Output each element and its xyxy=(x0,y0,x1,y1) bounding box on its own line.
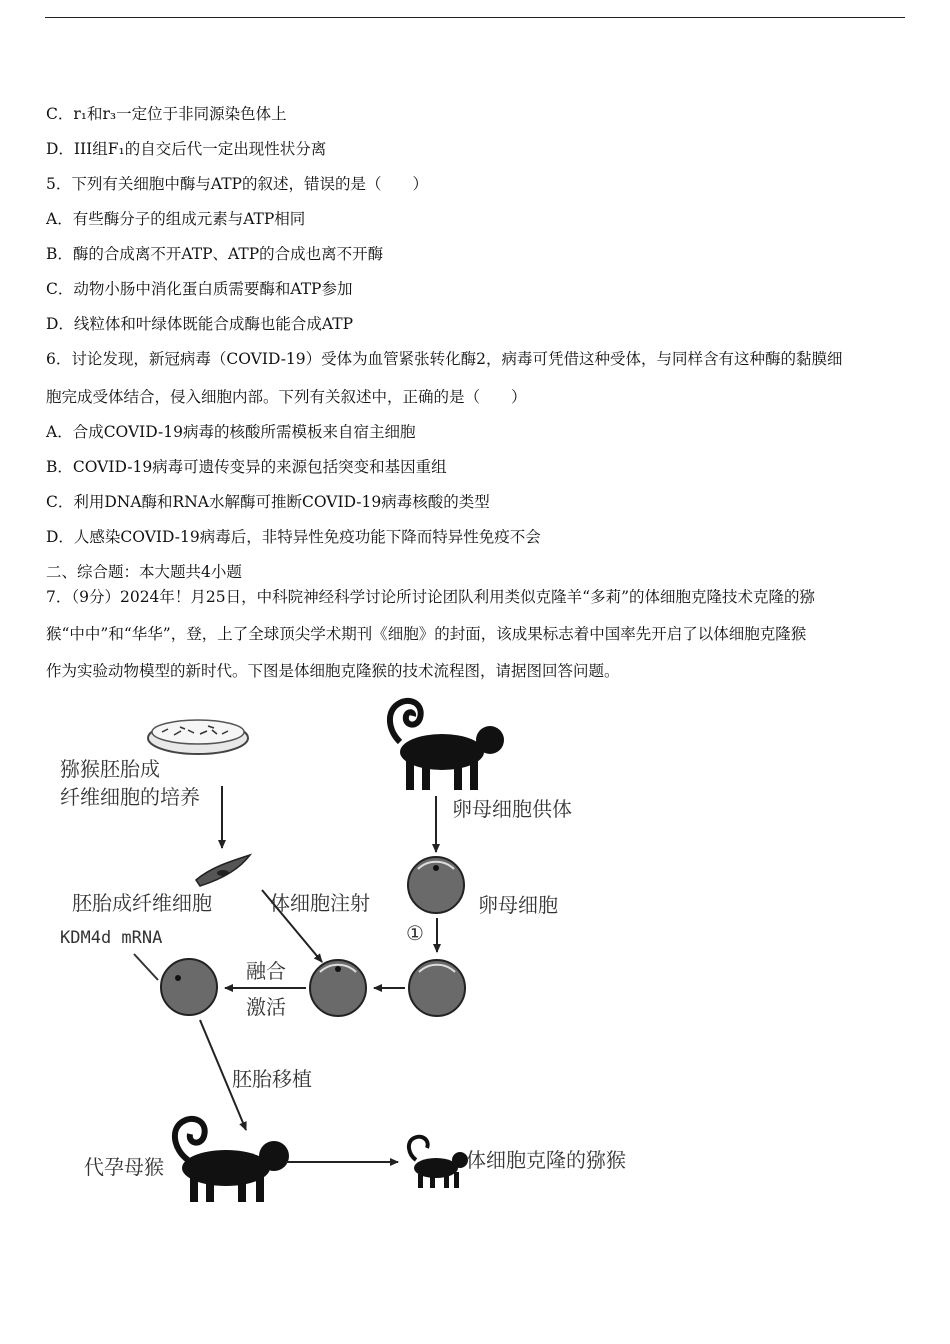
question-6-line-1: 6．讨论发现，新冠病毒（COVID-19）受体为血管紧张转化酶2，病毒可凭借这种受体，与同样含有这种酶的黏膜细 xyxy=(46,350,843,368)
question-7-line-3: 作为实验动物模型的新时代。下图是体细胞克隆猴的技术流程图，请据图回答问题。 xyxy=(46,662,620,680)
step-1-label: ① xyxy=(406,921,424,945)
oocyte-icon xyxy=(408,857,464,913)
reconstructed-cell-icon xyxy=(310,960,366,1016)
top-rule xyxy=(45,17,905,18)
oocyte-label: 卵母细胞 xyxy=(478,893,558,917)
petri-dish-icon xyxy=(148,720,248,754)
embryo-transfer-label: 胚胎移植 xyxy=(232,1067,312,1091)
micropipette-icon xyxy=(134,954,158,980)
surrogate-label: 代孕母猴 xyxy=(84,1155,164,1179)
question-5-option-b: B．酶的合成离不开ATP、ATP的合成也离不开酶 xyxy=(46,245,384,263)
question-7-line-1: 7．（9分）2024年！月25日，中科院神经科学讨论所讨论团队利用类似克隆羊“多莉”的体细胞克隆技术克隆的猕 xyxy=(46,588,815,606)
fusion-label-line-1: 融合 xyxy=(246,959,286,983)
option-d-f1: D．III组F₁的自交后代一定出现性状分离 xyxy=(46,140,327,158)
cloned-monkey-icon xyxy=(409,1137,468,1188)
donor-label: 卵母细胞供体 xyxy=(452,797,572,821)
cloning-flow-diagram xyxy=(50,690,670,1210)
option-c-r1r3: C．r₁和r₃一定位于非同源染色体上 xyxy=(46,105,287,123)
fibroblast-label: 胚胎成纤维细胞 xyxy=(72,891,212,915)
activated-embryo-cell-icon xyxy=(161,959,217,1015)
cloned-monkey-label: 体细胞克隆的猕猴 xyxy=(466,1148,626,1172)
question-6-option-a: A．合成COVID-19病毒的核酸所需模板来自宿主细胞 xyxy=(46,423,416,441)
question-6-line-2: 胞完成受体结合，侵入细胞内部。下列有关叙述中，正确的是（ ） xyxy=(46,388,527,406)
surrogate-monkey-icon xyxy=(175,1119,289,1202)
question-6-option-b: B．COVID-19病毒可遗传变异的来源包括突变和基因重组 xyxy=(46,458,447,476)
fusion-label-line-2: 激活 xyxy=(246,995,286,1019)
culture-label-line-2: 纤维细胞的培养 xyxy=(60,785,200,809)
question-5-option-c: C．动物小肠中消化蛋白质需要酶和ATP参加 xyxy=(46,280,353,298)
question-6-option-c: C．利用DNA酶和RNA水解酶可推断COVID-19病毒核酸的类型 xyxy=(46,493,490,511)
section-2-heading: 二、综合题：本大题共4小题 xyxy=(46,563,242,581)
kdm4d-label: KDM4d mRNA xyxy=(60,928,163,948)
question-5-option-d: D．线粒体和叶绿体既能合成酶也能合成ATP xyxy=(46,315,354,333)
enucleated-oocyte-icon xyxy=(409,960,465,1016)
injection-label: 体细胞注射 xyxy=(270,891,370,915)
culture-label-line-1: 猕猴胚胎成 xyxy=(60,757,160,781)
donor-monkey-icon xyxy=(390,701,504,790)
question-7-line-2: 猴“中中”和“华华”，登，上了全球顶尖学术期刊《细胞》的封面，该成果标志着中国率先开启了以体细胞克隆猴 xyxy=(46,625,807,643)
question-5: 5．下列有关细胞中酶与ATP的叙述，错误的是（ ） xyxy=(46,175,428,193)
fibroblast-cell-icon xyxy=(196,855,250,886)
question-6-option-d: D．人感染COVID-19病毒后，非特异性免疫功能下降而特异性免疫不会 xyxy=(46,528,541,546)
question-5-option-a: A．有些酶分子的组成元素与ATP相同 xyxy=(46,210,306,228)
